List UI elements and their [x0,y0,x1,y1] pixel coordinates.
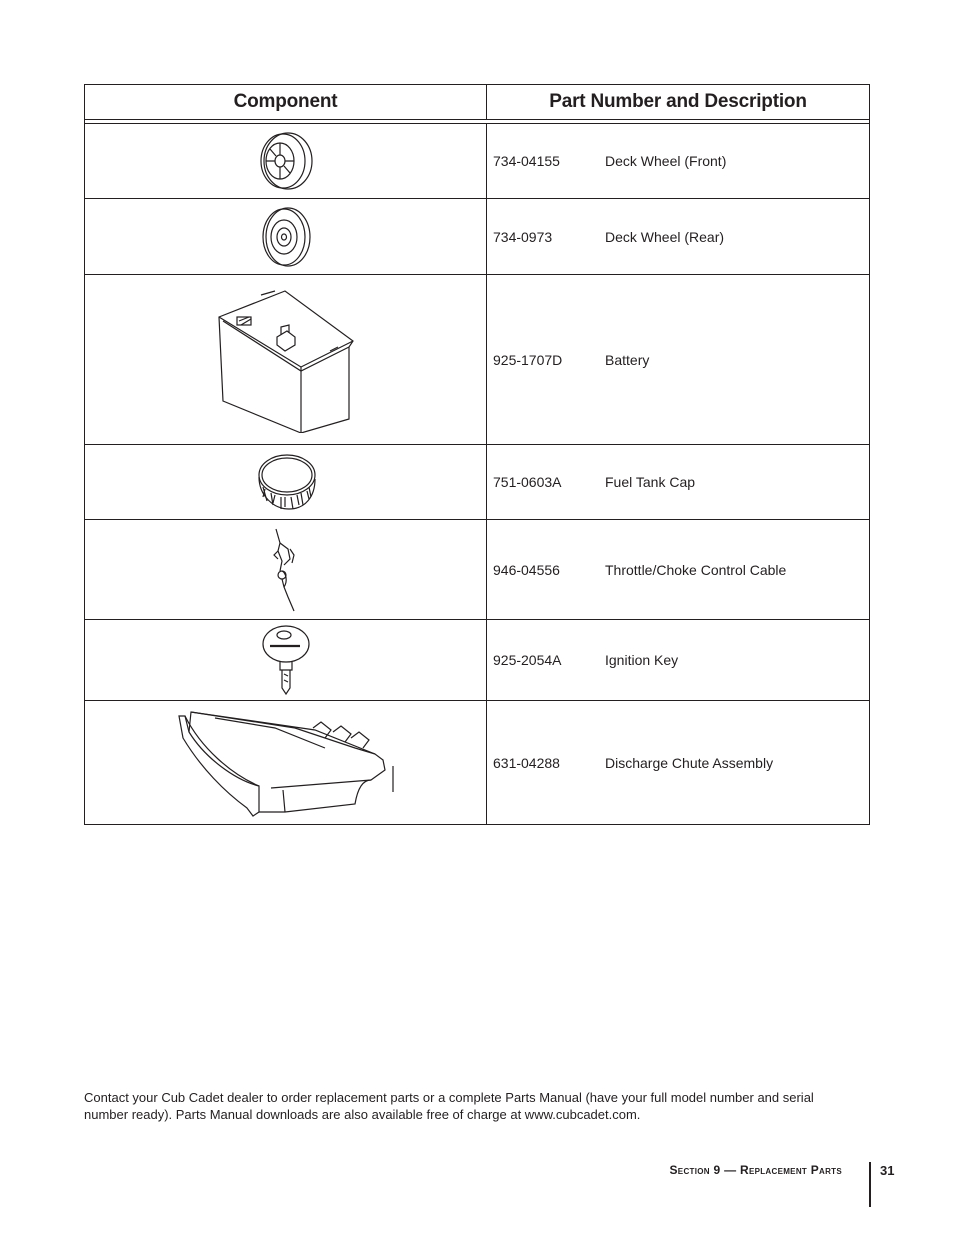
table-row [85,620,869,701]
ignition-key-icon [260,624,312,696]
discharge-chute-icon [175,708,397,818]
part-number: 925-2054A [493,652,562,668]
part-description: Throttle/Choke Control Cable [605,561,787,578]
part-description: Fuel Tank Cap [605,474,696,490]
deck-wheel-front-icon [256,130,316,192]
deck-wheel-rear-icon [258,205,314,269]
part-number: 734-04155 [493,153,560,169]
part-description: Ignition Key [605,652,679,668]
table-row [85,701,869,824]
table-header [85,85,869,120]
table-row [85,199,869,275]
part-description: Discharge Chute Assembly [605,754,774,771]
part-description: Deck Wheel (Rear) [605,228,725,245]
contact-dealer-text: Contact your Cub Cadet dealer to order replacement parts or a complete Parts Manual (have your full model number and serial number ready). Parts Manual downloads are also available free of charge at www.cubcadet.com. [84,1090,814,1122]
header-part-number-description: Part Number and Description [549,91,807,112]
section-label: Section 9 — Replacement Parts [669,1163,842,1177]
battery-icon [215,287,357,433]
table-row [85,275,869,445]
table-row [85,124,869,199]
part-number: 631-04288 [493,754,560,771]
table-row [85,520,869,620]
fuel-tank-cap-icon [253,451,319,513]
part-number: 946-04556 [493,561,560,578]
page-number: 31 [880,1163,895,1178]
parts-table [84,84,870,825]
part-number: 734-0973 [493,228,553,245]
part-description: Deck Wheel (Front) [605,153,727,169]
control-cable-icon [268,525,304,615]
part-number: 925-1707D [493,351,563,368]
part-description: Battery [605,351,650,368]
part-number: 751-0603A [493,474,562,490]
page-number-divider [869,1162,871,1207]
table-row [85,445,869,520]
header-component: Component [85,85,487,119]
